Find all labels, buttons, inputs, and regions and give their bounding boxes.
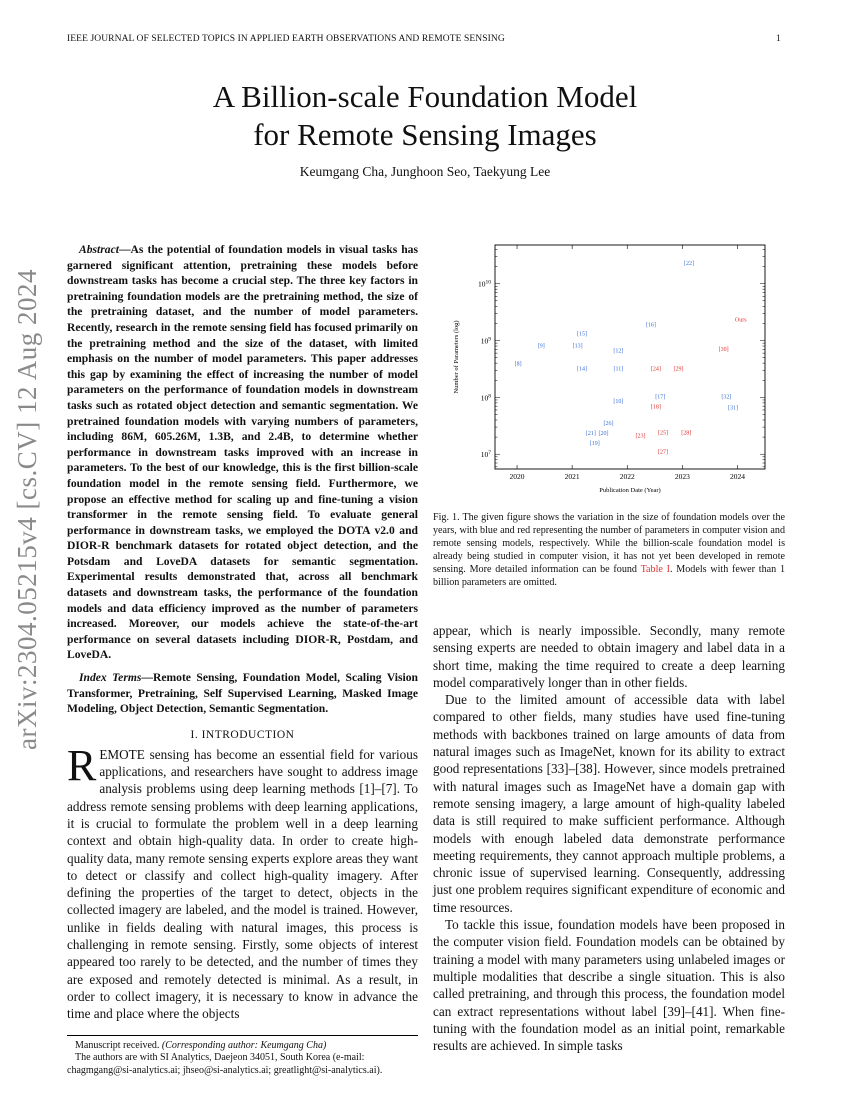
figure-caption bbox=[433, 512, 785, 589]
abstract-label: Abstract bbox=[79, 243, 119, 256]
y-tick-label: $10^{10}$ bbox=[478, 279, 491, 289]
y-tick-label: $10^9$ bbox=[480, 336, 491, 346]
parameters-chart bbox=[440, 238, 780, 503]
data-point-label: [16] bbox=[645, 322, 656, 329]
abstract bbox=[67, 242, 418, 663]
data-point-label: [21] bbox=[585, 431, 596, 438]
data-point-label: [23] bbox=[635, 433, 646, 440]
intro-text: EMOTE sensing has become an essential field for various applications, and researchers have sought to address image analysis problems using deep learning methods [1]–[7]. To address remote sensing problems with deep learning applications, it is crucial to formulate the problem well in a deep learning context and obtain high-quality data. In order to create high-quality data, many remote sensing experts explore areas they want to detect or classify and collect high-quality imagery. After defining the properties of the target to detect, objects in the collected imagery are labeled, and the model is trained. However, unlike in fields dealing with natural images, this process is challenging in remote sensing. Firstly, some objects of interest appeared too rarely to be detected, and the number of times they are exposed and remotely detected is minimal. As a result, in order to collect imagery, it is necessary to know in advance the time and place where the objects bbox=[67, 746, 418, 1022]
y-tick-exponent: 7 bbox=[488, 450, 491, 457]
data-point-label: [8] bbox=[514, 361, 522, 368]
index-terms bbox=[67, 670, 418, 717]
data-point-label: [22] bbox=[683, 260, 694, 267]
caption-label: Fig. 1. bbox=[433, 512, 460, 523]
footnote-affiliation: The authors are with SI Analytics, Daejeon 34051, South Korea (e-mail: chagmgang@si-analytics.ai; jhseo@si-analytics.ai; greatlight@si-analytics.ai). bbox=[67, 1052, 383, 1076]
plot-frame bbox=[495, 245, 765, 469]
footnote-prefix: Manuscript received. bbox=[75, 1039, 162, 1051]
data-point-label: [27] bbox=[658, 449, 669, 456]
y-axis-label: Number of Parameters (log) bbox=[453, 320, 460, 394]
index-terms-label: Index Terms bbox=[79, 671, 142, 685]
caption-end: . Models with fewer than 1 billion parameters are omitted. bbox=[433, 563, 785, 588]
index-terms-text: —Remote Sensing, Foundation Model, Scaling Vision Transformer, Pretraining, Self Supervised Learning, Masked Image Modeling, Object Detection, Semantic Segmentation. bbox=[67, 671, 418, 716]
paragraph: To tackle this issue, foundation models have been proposed in the computer vision field. Foundation models can be obtained by training a model with many parameters using unlabeled images or multiple modalities that describe a single situation. This is also called pretraining, and through this process, the foundation model can extract representations without label [39]–[41]. When fine-tuning with the foundation model as an initial point, remarkable results are achieved. In simple tasks bbox=[433, 917, 785, 1054]
arxiv-stamp: arXiv:2304.05215v4 [cs.CV] 12 Aug 2024 bbox=[12, 269, 42, 750]
paragraph: Due to the limited amount of accessible data with label compared to other fields, many studies have used fine-tuning methods with backbones trained on large amounts of data from natural images such as ImageNet, known for its ability to extract good representations [33]–[38]. However, since models pretrained with natural images such as ImageNet have a domain gap with remote sensing imagery, a large amount of high-quality labeled data is still required to make sufficient performance. Although models with enough labeled data demonstrate performance meeting requirements, they cannot approach multiple problems, a chronic issue of supervised learning. Consequently, addressing just one problem requires significant expenditure of economic and time resources. bbox=[433, 692, 785, 915]
x-tick-label: 2024 bbox=[729, 472, 745, 481]
data-point-label: [28] bbox=[681, 430, 692, 437]
abstract-text: —As the potential of foundation models in visual tasks has garnered significant attention, pretraining these models before downstream tasks has become a crucial step. The three key factors in pretraining foundation models are the pretraining method, the size of the pretraining dataset, and the number of model parameters. Recently, research in the remote sensing field has focused primarily on the pretraining method and the size of the dataset, with limited emphasis on the number of model parameters. This paper addresses this gap by examining the effect of increasing the number of model parameters on the performance of foundation models in downstream tasks such as rotated object detection and semantic segmentation. We pretrained foundation models with varying numbers of parameters, including 86M, 605.26M, 1.3B, and 2.4B, to determine whether performance in downstream tasks improved with an increase in parameters. To the best of our knowledge, this is the first billion-scale foundation model in the remote sensing field. Furthermore, we propose an effective method for scaling up and fine-tuning a vision transformer in the remote sensing field. To evaluate general performance in downstream tasks, we employed the DOTA v2.0 and DIOR-R benchmark datasets for rotated object detection, and the Potsdam and LoveDA datasets for semantic segmentation. Experimental results demonstrated that, across all benchmark datasets and downstream tasks, the performance of the foundation models and data efficiency improved as the number of parameters increased. Moreover, our models achieve the state-of-the-art performance on several datasets including DIOR-R, Postdam, and LoveDA. bbox=[67, 243, 418, 662]
data-point-label: [25] bbox=[658, 430, 669, 437]
y-tick-label: $10^7$ bbox=[480, 450, 491, 460]
data-point-label: [32] bbox=[721, 394, 732, 401]
data-point-label: [15] bbox=[577, 331, 588, 338]
left-column bbox=[67, 242, 418, 1077]
paper-title bbox=[0, 78, 850, 154]
footnote bbox=[67, 1035, 418, 1078]
title-line-1: A Billion-scale Foundation Model bbox=[212, 79, 638, 114]
y-tick-label: $10^8$ bbox=[480, 393, 491, 403]
intro-paragraph bbox=[67, 740, 418, 1023]
corresponding-author: (Corresponding author: Keumgang Cha) bbox=[161, 1039, 327, 1051]
data-point-label: [29] bbox=[673, 366, 684, 373]
data-point-label: [18] bbox=[650, 404, 661, 411]
data-point-label: [12] bbox=[613, 348, 624, 355]
data-point-label: Ours bbox=[734, 317, 747, 324]
authors: Keumgang Cha, Junghoon Seo, Taekyung Lee bbox=[299, 164, 551, 179]
x-tick-label: 2021 bbox=[564, 472, 580, 481]
caption-text: The given figure shows the variation in the size of foundation models over the years, with blue and red representing the number of parameters in computer vision and remote sensing models, respectively. While the billion-scale foundation model is already being studied in computer vision, it has not yet been developed in remote sensing. More detailed information can be found bbox=[433, 512, 785, 575]
title-line-2: for Remote Sensing Images bbox=[253, 117, 597, 152]
table-link[interactable]: Table I bbox=[640, 563, 670, 575]
data-point-label: [10] bbox=[613, 399, 624, 406]
footnote-manuscript bbox=[67, 1040, 418, 1053]
x-tick-label: 2023 bbox=[674, 472, 690, 481]
drop-cap: R bbox=[67, 740, 97, 790]
data-point-label: [30] bbox=[718, 346, 729, 353]
y-tick-exponent: 8 bbox=[488, 393, 491, 400]
data-point-label: [26] bbox=[603, 420, 614, 427]
data-point-label: [31] bbox=[728, 405, 739, 412]
x-tick-label: 2022 bbox=[619, 472, 635, 481]
page-number: 1 bbox=[776, 34, 781, 44]
right-column bbox=[433, 622, 785, 1054]
y-tick-exponent: 10 bbox=[485, 279, 491, 286]
y-tick-exponent: 9 bbox=[488, 336, 491, 343]
data-point-label: [11] bbox=[613, 366, 624, 373]
data-point-label: [13] bbox=[572, 343, 583, 350]
x-tick-label: 2020 bbox=[509, 472, 525, 481]
data-point-label: [14] bbox=[577, 366, 588, 373]
data-point-label: [24] bbox=[650, 366, 661, 373]
data-point-label: [20] bbox=[598, 431, 609, 438]
data-point-label: [17] bbox=[655, 394, 666, 401]
x-axis-label: Publication Date (Year) bbox=[599, 487, 661, 494]
section-heading: I. INTRODUCTION bbox=[190, 728, 295, 741]
data-point-label: [19] bbox=[589, 440, 600, 447]
running-header: IEEE JOURNAL OF SELECTED TOPICS IN APPLIED EARTH OBSERVATIONS AND REMOTE SENSING bbox=[67, 34, 505, 44]
data-point-label: [9] bbox=[537, 343, 545, 350]
paragraph: appear, which is nearly impossible. Secondly, many remote sensing experts are needed to obtain imagery and label data in a short time, making the time required to create a deep learning model comparatively longer than in other fields. bbox=[433, 623, 785, 690]
